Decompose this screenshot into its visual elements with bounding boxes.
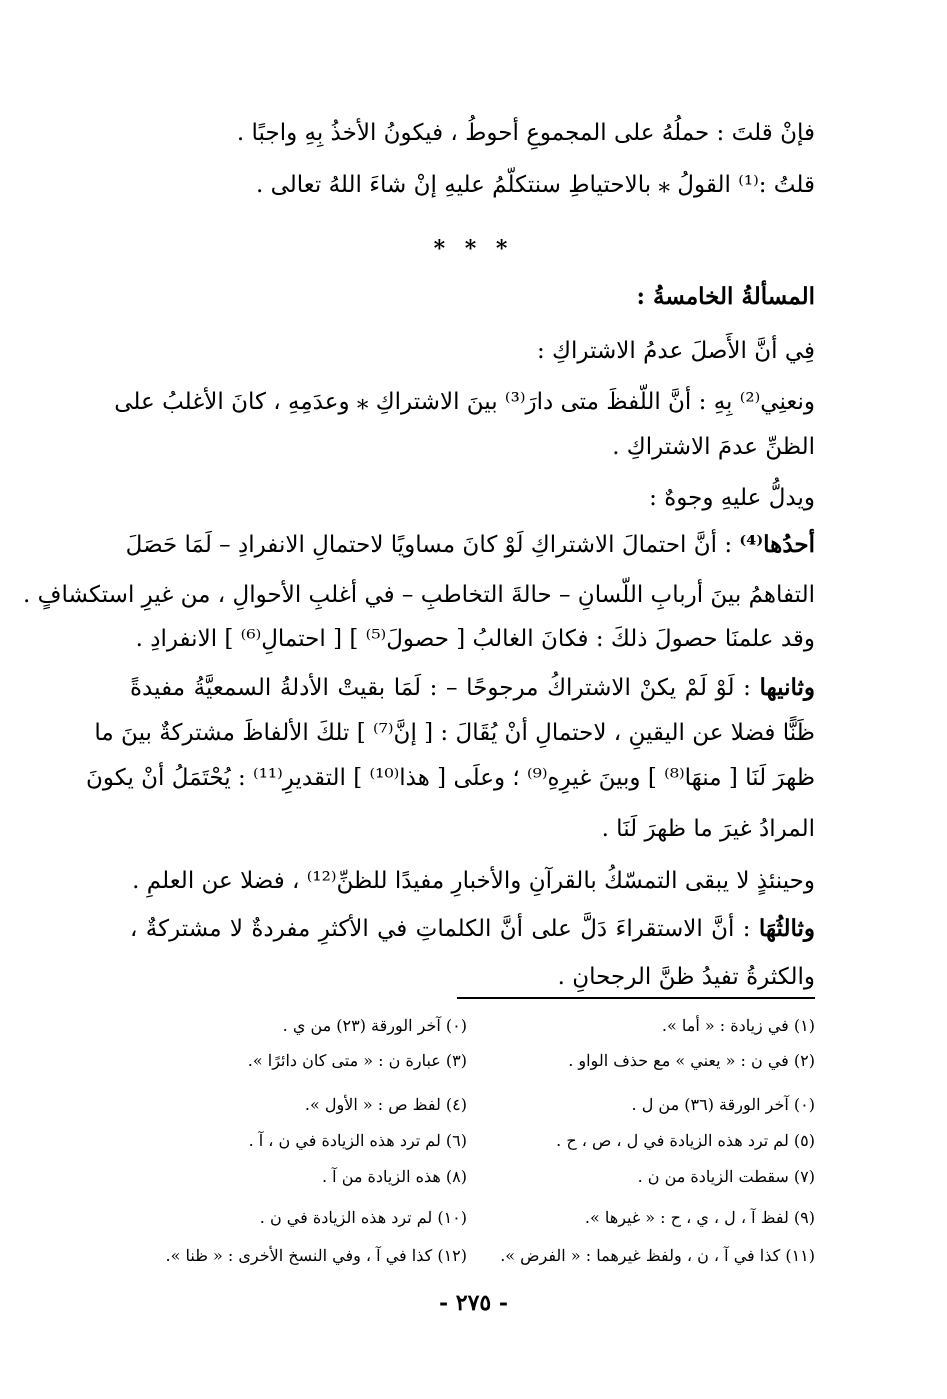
text-line: والكثرةُ تفيدُ ظنَّ الرجحانِ . (557, 964, 815, 990)
point-label-first: أحدُها⁽⁴⁾ (739, 531, 815, 558)
footnote: (١٢) كذا في آ ، وفي النسخ الأخرى : « ظنا ». (165, 1246, 467, 1265)
text-line (125, 530, 815, 560)
footnote: (٠) آخر الورقة (٣٦) من ل . (631, 1095, 815, 1114)
footnote: (٥) لم ترد هذه الزيادة في ل ، ص ، ح . (556, 1131, 815, 1150)
footnote-separator (457, 997, 815, 999)
text-line: فإنْ قلتَ : حملُهُ على المجموعِ أحوطُ ، فيكونُ الأخذُ بِهِ واجبًا . (236, 120, 815, 146)
text-line: التفاهمُ بينَ أربابِ اللّسانِ – حالةَ التخاطبِ – في أغلبِ الأحوالِ ، من غيرِ استكشافٍ . (23, 582, 815, 608)
footnote: (١١) كذا في آ ، ن ، ولفظ غيرهما : « الفرض ». (500, 1246, 815, 1265)
footnote: (٣) عبارة ن : « متى كان دائرًا ». (247, 1051, 467, 1070)
text-line: المرادُ غيرَ ما ظهرَ لَنَا . (601, 816, 815, 842)
footnote: (٢) في ن : « يعني » مع حذف الواو . (568, 1051, 815, 1070)
footnote: (٧) سقطت الزيادة من ن . (637, 1167, 815, 1186)
text-line: ونعنِي⁽²⁾ بِهِ : أنَّ اللّفظَ متى دارَ⁽³⁾ بينَ الاشتراكِ ⁎ وعدَمِهِ ، كانَ الأغلبُ على (114, 389, 815, 415)
text-line (130, 914, 815, 944)
text-run: : أنَّ احتمالَ الاشتراكِ لَوْ كانَ مساويًا لاحتمالِ الانفرادِ – لَمَا حَصَلَ (125, 532, 740, 558)
footnote: (٦) لم ترد هذه الزيادة في ن ، آ . (248, 1131, 467, 1150)
text-line: ويدلُّ عليهِ وجوهٌ : (649, 485, 815, 511)
text-line: الظنِّ عدمَ الاشتراكِ . (612, 434, 815, 460)
footnote: (٨) هذه الزيادة من آ . (322, 1167, 467, 1186)
section-subtitle: فِي أنَّ الأَصلَ عدمُ الاشتراكِ : (537, 338, 815, 364)
footnote: (٩) لفظ آ ، ل ، ي ، ح : « غيرها ». (584, 1208, 815, 1227)
text-line: قلتُ :⁽¹⁾ القولُ ⁎ بالاحتياطِ سنتكلّمُ عليهِ إنْ شاءَ اللهُ تعالى . (255, 172, 815, 198)
point-label-third: وثالثُهَا (758, 915, 815, 942)
text-line: وحينئذٍ لا يبقى التمسّكُ بالقرآنِ والأخبارِ مفيدًا للظنِّ⁽¹²⁾ ، فضلا عن العلمِ . (132, 868, 815, 894)
text-line: ظهرَ لَنَا [ منهَا⁽⁸⁾ ] وبينَ غيرِهِ⁽⁹⁾ ؛ وعلَى [ هذا⁽¹⁰⁾ ] التقديرِ⁽¹¹⁾ : يُحْتَمَلُ أنْ يكونَ (85, 765, 815, 791)
footnote: (٠) آخر الورقة (٢٣) من ي . (282, 1016, 467, 1035)
footnote: (١٠) لم ترد هذه الزيادة في ن . (259, 1208, 467, 1227)
point-label-second: وثانيها (759, 674, 815, 701)
footnote: (٤) لفظ ص : « الأول ». (304, 1095, 467, 1114)
text-line: ظَنًّا فضلا عن اليقينِ ، لاحتمالِ أنْ يُقَالَ : [ إنَّ⁽⁷⁾ ] تلكَ الألفاظَ مشتركةٌ بينَ ما (94, 720, 815, 746)
page-number: - ٢٧٥ - (438, 1290, 509, 1316)
text-line (130, 673, 815, 703)
footnote: (١) في زيادة : « أما ». (661, 1016, 815, 1035)
section-separator: * * * (433, 236, 514, 262)
text-line: وقد علمنَا حصولَ ذلكَ : فكانَ الغالبُ [ حصولَ⁽⁵⁾ ] [ احتمالِ⁽⁶⁾ ] الانفرادِ . (135, 626, 815, 652)
text-run: : لَوْ لَمْ يكنْ الاشتراكُ مرجوحًا – : لَمَا بقيتْ الأدلةُ السمعيَّةُ مفيدةً (130, 675, 760, 701)
text-run: : أنَّ الاستقراءَ دَلَّ على أنَّ الكلماتِ في الأكثرِ مفردةٌ لا مشتركةٌ ، (130, 916, 759, 942)
section-heading: المسألةُ الخامسةُ : (636, 283, 815, 310)
